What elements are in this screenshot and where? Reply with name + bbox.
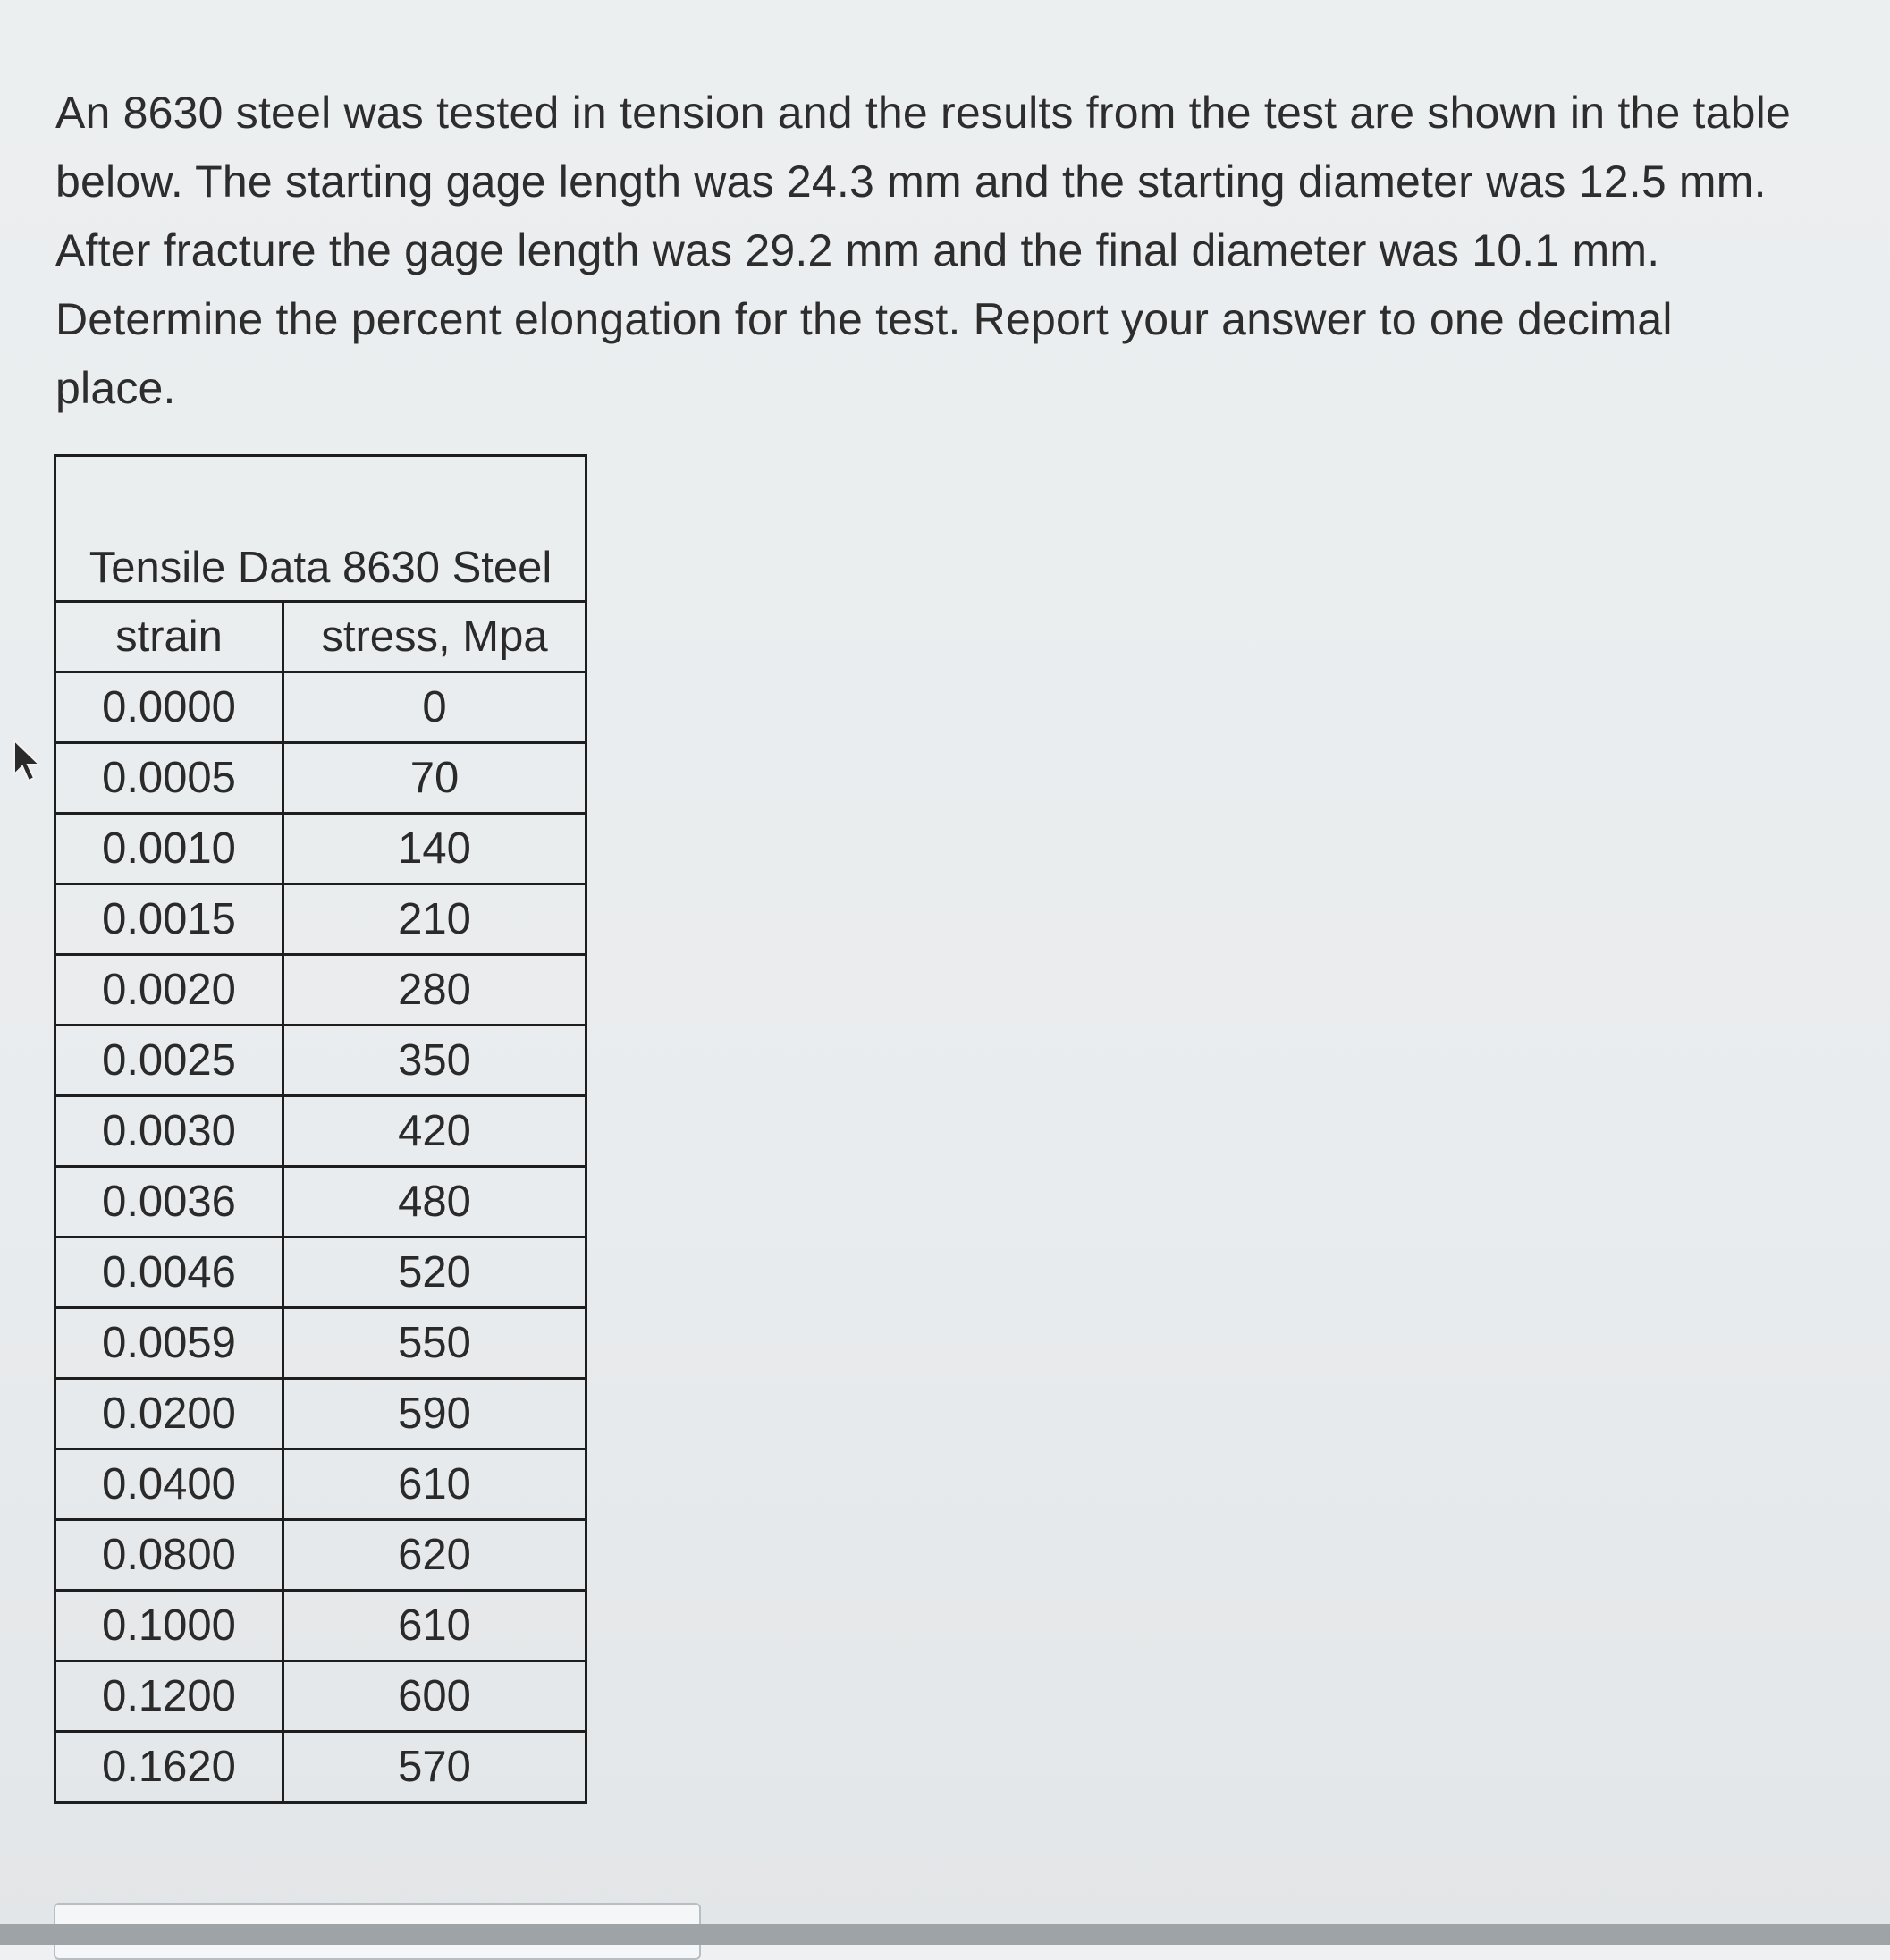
stress-cell: 210 bbox=[283, 884, 586, 955]
strain-cell: 0.0800 bbox=[55, 1520, 283, 1591]
table-row bbox=[55, 1591, 586, 1661]
strain-cell: 0.0030 bbox=[55, 1096, 283, 1167]
strain-cell: 0.0036 bbox=[55, 1167, 283, 1238]
table-row bbox=[55, 1238, 586, 1308]
table-row bbox=[55, 1732, 586, 1803]
stress-cell: 480 bbox=[283, 1167, 586, 1238]
strain-cell: 0.1620 bbox=[55, 1732, 283, 1803]
table-row bbox=[55, 1308, 586, 1379]
stress-cell: 350 bbox=[283, 1026, 586, 1096]
column-header-strain: strain bbox=[55, 602, 283, 672]
strain-cell: 0.0400 bbox=[55, 1449, 283, 1520]
question-line: place. bbox=[55, 363, 176, 413]
strain-cell: 0.0025 bbox=[55, 1026, 283, 1096]
stress-cell: 550 bbox=[283, 1308, 586, 1379]
stress-cell: 280 bbox=[283, 955, 586, 1026]
table-row bbox=[55, 1167, 586, 1238]
table-row bbox=[55, 1379, 586, 1449]
table-row bbox=[55, 814, 586, 884]
strain-cell: 0.0015 bbox=[55, 884, 283, 955]
stress-cell: 610 bbox=[283, 1449, 586, 1520]
stress-cell: 570 bbox=[283, 1732, 586, 1803]
strain-cell: 0.0046 bbox=[55, 1238, 283, 1308]
table-row bbox=[55, 1096, 586, 1167]
strain-cell: 0.1200 bbox=[55, 1661, 283, 1732]
stress-cell: 610 bbox=[283, 1591, 586, 1661]
stress-cell: 140 bbox=[283, 814, 586, 884]
stress-cell: 520 bbox=[283, 1238, 586, 1308]
question-line: below. The starting gage length was 24.3 mm and the starting diameter was 12.5 mm. bbox=[55, 156, 1767, 207]
bottom-bar bbox=[0, 1924, 1890, 1945]
stress-cell: 0 bbox=[283, 672, 586, 743]
table-row bbox=[55, 884, 586, 955]
table-row bbox=[55, 1449, 586, 1520]
strain-cell: 0.0059 bbox=[55, 1308, 283, 1379]
question-line: After fracture the gage length was 29.2 mm and the final diameter was 10.1 mm. bbox=[55, 225, 1660, 275]
table-row bbox=[55, 1026, 586, 1096]
table-row bbox=[55, 672, 586, 743]
stress-cell: 620 bbox=[283, 1520, 586, 1591]
table-row bbox=[55, 1520, 586, 1591]
question-line: An 8630 steel was tested in tension and the results from the test are shown in the table bbox=[55, 88, 1791, 138]
strain-cell: 0.0005 bbox=[55, 743, 283, 814]
table-row bbox=[55, 955, 586, 1026]
mouse-pointer-icon bbox=[11, 739, 46, 785]
question-text bbox=[55, 79, 1852, 423]
table-title: Tensile Data 8630 Steel bbox=[55, 456, 586, 602]
strain-cell: 0.0200 bbox=[55, 1379, 283, 1449]
table-row bbox=[55, 1661, 586, 1732]
table-row bbox=[55, 743, 586, 814]
strain-cell: 0.0020 bbox=[55, 955, 283, 1026]
question-line: Determine the percent elongation for the test. Report your answer to one decimal bbox=[55, 294, 1673, 344]
strain-cell: 0.0000 bbox=[55, 672, 283, 743]
stress-cell: 600 bbox=[283, 1661, 586, 1732]
stress-cell: 70 bbox=[283, 743, 586, 814]
tensile-data-table bbox=[54, 454, 587, 1804]
column-header-stress: stress, Mpa bbox=[283, 602, 586, 672]
stress-cell: 590 bbox=[283, 1379, 586, 1449]
strain-cell: 0.1000 bbox=[55, 1591, 283, 1661]
stress-cell: 420 bbox=[283, 1096, 586, 1167]
strain-cell: 0.0010 bbox=[55, 814, 283, 884]
